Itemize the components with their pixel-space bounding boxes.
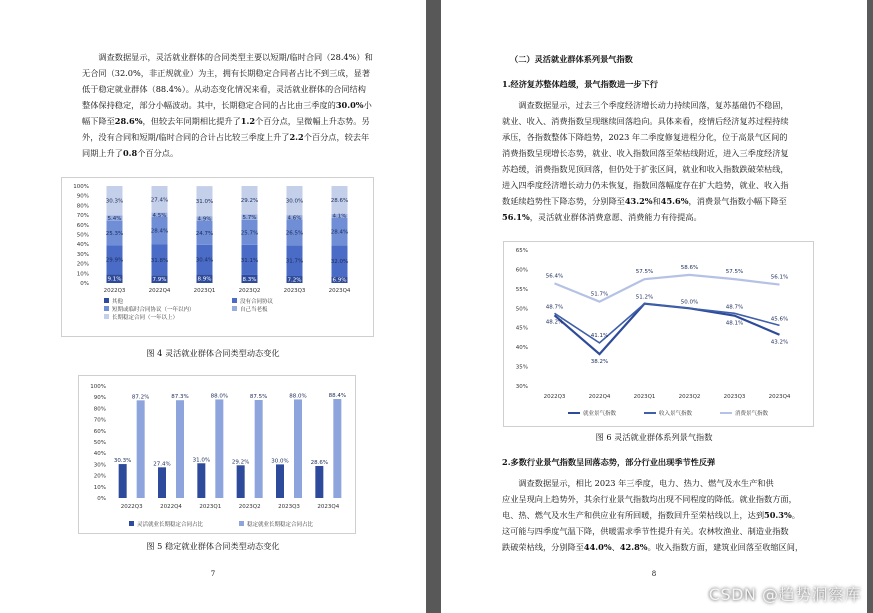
data-label: 48.7% bbox=[725, 304, 744, 311]
x-tick-label: 2022Q4 bbox=[148, 288, 171, 294]
bar bbox=[176, 400, 184, 498]
data-label: 9.1% bbox=[107, 276, 122, 283]
y-tick-label: 90% bbox=[76, 193, 89, 200]
y-tick-label: 10% bbox=[93, 484, 106, 491]
legend-label: 自己当老板 bbox=[240, 307, 268, 313]
y-tick-label: 50% bbox=[76, 232, 89, 239]
legend-swatch bbox=[104, 298, 109, 303]
data-label: 30.4% bbox=[195, 257, 214, 264]
para-line: 进入四季度经济增长动力仍未恢复，指数回落幅度存在扩大趋势，就业、收入指 bbox=[502, 180, 789, 190]
para-line: 就业、收入、消费指数呈现继续回落趋向。具体来看，疫情后经济复苏过程持续 bbox=[502, 116, 789, 126]
legend-label: 其他 bbox=[112, 299, 124, 305]
para-line: 低于稳定就业群体（88.4%）。从动态变化情况来看，灵活就业群体的合同结构 bbox=[82, 84, 366, 94]
bar bbox=[158, 467, 166, 498]
para-line: 应业呈现向上趋势外，其余行业景气指数均出现不同程度的降低。就业指数方面， bbox=[502, 494, 797, 504]
legend-swatch bbox=[232, 306, 237, 311]
legend-swatch bbox=[104, 306, 109, 311]
para-line: 电、热、燃气及水生产和供应业有所回暖，指数回升至荣枯线以上，达到50.3%。 bbox=[502, 510, 800, 520]
x-tick-label: 2022Q3 bbox=[543, 394, 566, 400]
data-label: 4.5% bbox=[152, 212, 167, 219]
legend-label: 灵活就业长期稳定合同占比 bbox=[137, 522, 204, 528]
x-tick-label: 2023Q3 bbox=[723, 394, 746, 400]
x-tick-label: 2023Q2 bbox=[238, 288, 261, 294]
section-title: （二）灵活就业群体系列景气指数 bbox=[510, 54, 633, 64]
y-tick-label: 40% bbox=[93, 451, 106, 458]
para-line: 调查数据显示，相比 2023 年三季度，电力、热力、燃气及水生产和供 bbox=[518, 478, 774, 488]
legend-swatch bbox=[232, 298, 237, 303]
para-line: 跌破荣枯线，分别降至44.0%、42.8%。收入指数方面，建筑业回落至收缩区间， bbox=[502, 542, 804, 552]
figure6-chart bbox=[503, 241, 814, 427]
x-tick-label: 2023Q4 bbox=[317, 504, 340, 510]
y-tick-label: 20% bbox=[76, 261, 89, 268]
x-tick-label: 2023Q1 bbox=[199, 504, 222, 510]
y-tick-label: 70% bbox=[93, 417, 106, 424]
data-label: 24.7% bbox=[195, 230, 214, 237]
data-label: 28.6% bbox=[330, 197, 349, 204]
data-label: 28.4% bbox=[150, 228, 169, 235]
data-label: 50.0% bbox=[680, 299, 699, 306]
y-tick-label: 60% bbox=[93, 428, 106, 435]
data-label: 6.9% bbox=[332, 277, 347, 284]
page-number: 7 bbox=[210, 570, 216, 578]
x-tick-label: 2022Q3 bbox=[120, 504, 143, 510]
x-tick-label: 2022Q3 bbox=[103, 288, 126, 294]
y-tick-label: 30% bbox=[515, 384, 528, 390]
data-label: 4.1% bbox=[332, 213, 347, 220]
bar bbox=[237, 465, 245, 498]
bar bbox=[276, 464, 284, 498]
data-label: 28.6% bbox=[310, 459, 329, 466]
y-tick-label: 80% bbox=[93, 406, 106, 413]
data-label: 31.0% bbox=[195, 199, 214, 206]
y-tick-label: 0% bbox=[80, 281, 89, 287]
data-label: 30.0% bbox=[271, 458, 289, 465]
data-label: 4.6% bbox=[287, 215, 302, 222]
y-tick-label: 50% bbox=[93, 440, 106, 446]
x-tick-label: 2023Q3 bbox=[278, 504, 300, 510]
data-label: 29.2% bbox=[231, 459, 250, 466]
data-label: 51.7% bbox=[590, 291, 609, 298]
legend-swatch bbox=[129, 521, 134, 526]
data-label: 25.3% bbox=[105, 230, 124, 237]
y-tick-label: 10% bbox=[76, 271, 89, 278]
data-label: 38.2% bbox=[590, 359, 609, 366]
y-tick-label: 40% bbox=[76, 242, 89, 249]
data-label: 87.5% bbox=[249, 394, 268, 400]
bar bbox=[315, 466, 323, 498]
data-label: 8.3% bbox=[242, 276, 257, 283]
data-label: 43.2% bbox=[770, 339, 789, 346]
data-label: 56.4% bbox=[545, 273, 564, 280]
legend-label: 稳定就业长期稳定合同占比 bbox=[247, 522, 314, 528]
x-tick-label: 2023Q3 bbox=[283, 288, 306, 294]
para-line: 调查数据显示，过去三个季度经济增长动力持续回落，复苏基础仍不稳固， bbox=[518, 100, 789, 110]
page-divider bbox=[427, 0, 440, 613]
data-label: 31.1% bbox=[240, 257, 259, 264]
para-line: 承压，各指数整体下降趋势，2023 年二季度修复进程分化，位于高景气区间的 bbox=[502, 132, 788, 142]
y-tick-label: 55% bbox=[515, 286, 528, 293]
y-tick-label: 30% bbox=[76, 251, 89, 258]
series-line bbox=[555, 304, 780, 343]
y-tick-label: 0% bbox=[97, 496, 106, 502]
data-label: 7.9% bbox=[152, 277, 167, 284]
data-label: 88.4% bbox=[328, 392, 347, 399]
x-tick-label: 2023Q4 bbox=[768, 394, 791, 400]
data-label: 30.3% bbox=[113, 458, 132, 465]
bar bbox=[294, 399, 302, 498]
data-label: 88.0% bbox=[210, 393, 229, 400]
series-line bbox=[555, 304, 780, 355]
legend-label: 没有合同协议 bbox=[240, 299, 274, 305]
data-label: 56.1% bbox=[770, 274, 789, 281]
para-line: 同期上升了0.8个百分点。 bbox=[82, 148, 179, 158]
data-label: 48.7% bbox=[545, 304, 564, 311]
data-label: 27.4% bbox=[153, 461, 171, 468]
figure4-caption: 图 4 灵活就业群体合同类型动态变化 bbox=[146, 348, 280, 358]
legend-label: 短期或临时合同协议（一年以内） bbox=[112, 307, 195, 313]
subsection-title-1: 1.经济复苏整体趋缓，景气指数进一步下行 bbox=[502, 79, 658, 89]
right-page bbox=[441, 0, 867, 613]
para-line: 幅下降至28.6%，但较去年同期相比提升了1.2个百分点，呈微幅上升态势。另 bbox=[82, 116, 370, 126]
data-label: 48.1% bbox=[725, 320, 744, 327]
figure6-svg bbox=[504, 242, 813, 426]
data-label: 31.7% bbox=[285, 258, 304, 265]
legend-label: 收入景气指数 bbox=[659, 411, 693, 417]
data-label: 5.4% bbox=[107, 216, 122, 223]
y-tick-label: 40% bbox=[515, 345, 528, 352]
para-line: 数延续趋势性下降态势，分别降至43.2%和45.6%，消费景气指数小幅下降至 bbox=[502, 196, 787, 206]
bar bbox=[197, 463, 205, 498]
bar bbox=[255, 400, 263, 498]
figure6-caption: 图 6 灵活就业群体系列景气指数 bbox=[595, 432, 713, 442]
figure4-svg bbox=[62, 178, 373, 336]
data-label: 8.9% bbox=[197, 276, 212, 283]
right-paragraph-1 bbox=[502, 97, 815, 225]
data-label: 30.3% bbox=[105, 198, 124, 205]
figure5-caption: 图 5 稳定就业群体合同类型动态变化 bbox=[146, 541, 280, 551]
data-label: 32.0% bbox=[330, 258, 349, 265]
y-tick-label: 30% bbox=[93, 462, 106, 469]
para-line: 整体保持稳定，部分小幅波动。其中，长期稳定合同的占比由三季度的30.0%小 bbox=[82, 100, 372, 110]
data-label: 29.2% bbox=[240, 198, 259, 205]
para-line: 外，没有合同和短期/临时合同的合计占比较三季度上升了2.2个百分点，较去年 bbox=[82, 132, 370, 142]
y-tick-label: 60% bbox=[515, 267, 528, 274]
data-label: 58.6% bbox=[680, 264, 699, 271]
para-line: 苏趋缓，消费指数见顶回落，但仍处于扩张区间，就业和收入指数跌破荣枯线， bbox=[502, 164, 789, 174]
data-label: 7.2% bbox=[287, 277, 302, 284]
y-tick-label: 65% bbox=[515, 248, 528, 254]
data-label: 29.9% bbox=[105, 257, 124, 264]
y-tick-label: 35% bbox=[515, 364, 528, 371]
y-tick-label: 100% bbox=[73, 184, 89, 190]
data-label: 4.9% bbox=[197, 216, 212, 223]
data-label: 88.0% bbox=[289, 393, 307, 400]
data-label: 26.5% bbox=[285, 230, 304, 237]
para-line: 调查数据显示，灵活就业群体的合同类型主要以短期/临时合同（28.4%）和 bbox=[98, 52, 373, 62]
data-label: 57.5% bbox=[635, 269, 654, 276]
data-label: 31.8% bbox=[150, 257, 169, 264]
figure5-chart bbox=[78, 375, 356, 534]
y-tick-label: 100% bbox=[90, 384, 106, 390]
left-page bbox=[0, 0, 426, 613]
x-tick-label: 2022Q4 bbox=[160, 504, 182, 510]
watermark: CSDN @趋势洞察库 bbox=[708, 585, 861, 604]
data-label: 28.4% bbox=[330, 229, 349, 236]
y-tick-label: 20% bbox=[93, 473, 106, 480]
data-label: 27.4% bbox=[150, 197, 169, 204]
para-line: 无合同（32.0%，非正规就业）为主，拥有长期稳定合同者占比不到三成，显著 bbox=[82, 68, 371, 78]
data-label: 87.2% bbox=[131, 394, 150, 401]
data-label: 5.7% bbox=[242, 215, 257, 222]
data-label: 87.3% bbox=[171, 394, 189, 401]
y-tick-label: 50% bbox=[515, 306, 528, 313]
left-paragraph bbox=[82, 49, 378, 161]
x-tick-label: 2023Q2 bbox=[678, 394, 701, 400]
x-tick-label: 2023Q4 bbox=[328, 288, 351, 294]
legend-swatch bbox=[104, 314, 109, 319]
x-tick-label: 2023Q1 bbox=[193, 288, 216, 294]
y-tick-label: 70% bbox=[76, 213, 89, 220]
y-tick-label: 60% bbox=[76, 222, 89, 229]
para-line: 消费指数呈现增长态势，就业、收入指数回落至荣枯线附近，进入三季度经济复 bbox=[502, 148, 789, 158]
subsection-title-2: 2.多数行业景气指数呈回落态势，部分行业出现季节性反弹 bbox=[502, 457, 716, 467]
legend-swatch bbox=[239, 521, 244, 526]
bar bbox=[119, 464, 127, 498]
x-tick-label: 2023Q1 bbox=[633, 394, 656, 400]
figure5-svg bbox=[79, 376, 355, 533]
data-label: 41.1% bbox=[590, 332, 609, 339]
data-label: 30.0% bbox=[285, 198, 304, 205]
data-label: 51.2% bbox=[635, 294, 654, 301]
right-paragraph-2 bbox=[502, 475, 815, 555]
bar bbox=[333, 399, 341, 498]
x-tick-label: 2023Q2 bbox=[238, 504, 261, 510]
figure4-chart bbox=[61, 177, 374, 337]
y-tick-label: 80% bbox=[76, 203, 89, 210]
data-label: 45.6% bbox=[770, 316, 789, 323]
series-line bbox=[555, 275, 780, 302]
bar bbox=[215, 399, 223, 498]
data-label: 48.2% bbox=[545, 319, 564, 326]
page-number: 8 bbox=[651, 570, 657, 578]
y-tick-label: 45% bbox=[515, 325, 528, 332]
data-label: 57.5% bbox=[725, 269, 744, 276]
y-tick-label: 90% bbox=[93, 395, 106, 402]
x-tick-label: 2022Q4 bbox=[588, 394, 611, 400]
data-label: 25.7% bbox=[240, 230, 259, 237]
legend-label: 消费景气指数 bbox=[735, 411, 769, 417]
para-line: 这可能与四季度气温下降，供暖需求季节性提升有关。农林牧渔业、制造业指数 bbox=[502, 526, 789, 536]
para-line: 56.1%，灵活就业群体消费意愿、消费能力有待提高。 bbox=[502, 212, 702, 222]
legend-label: 长期稳定合同（一年以上） bbox=[112, 315, 179, 321]
data-label: 31.0% bbox=[192, 457, 211, 464]
legend-label: 就业景气指数 bbox=[583, 411, 617, 417]
bar bbox=[137, 400, 145, 498]
